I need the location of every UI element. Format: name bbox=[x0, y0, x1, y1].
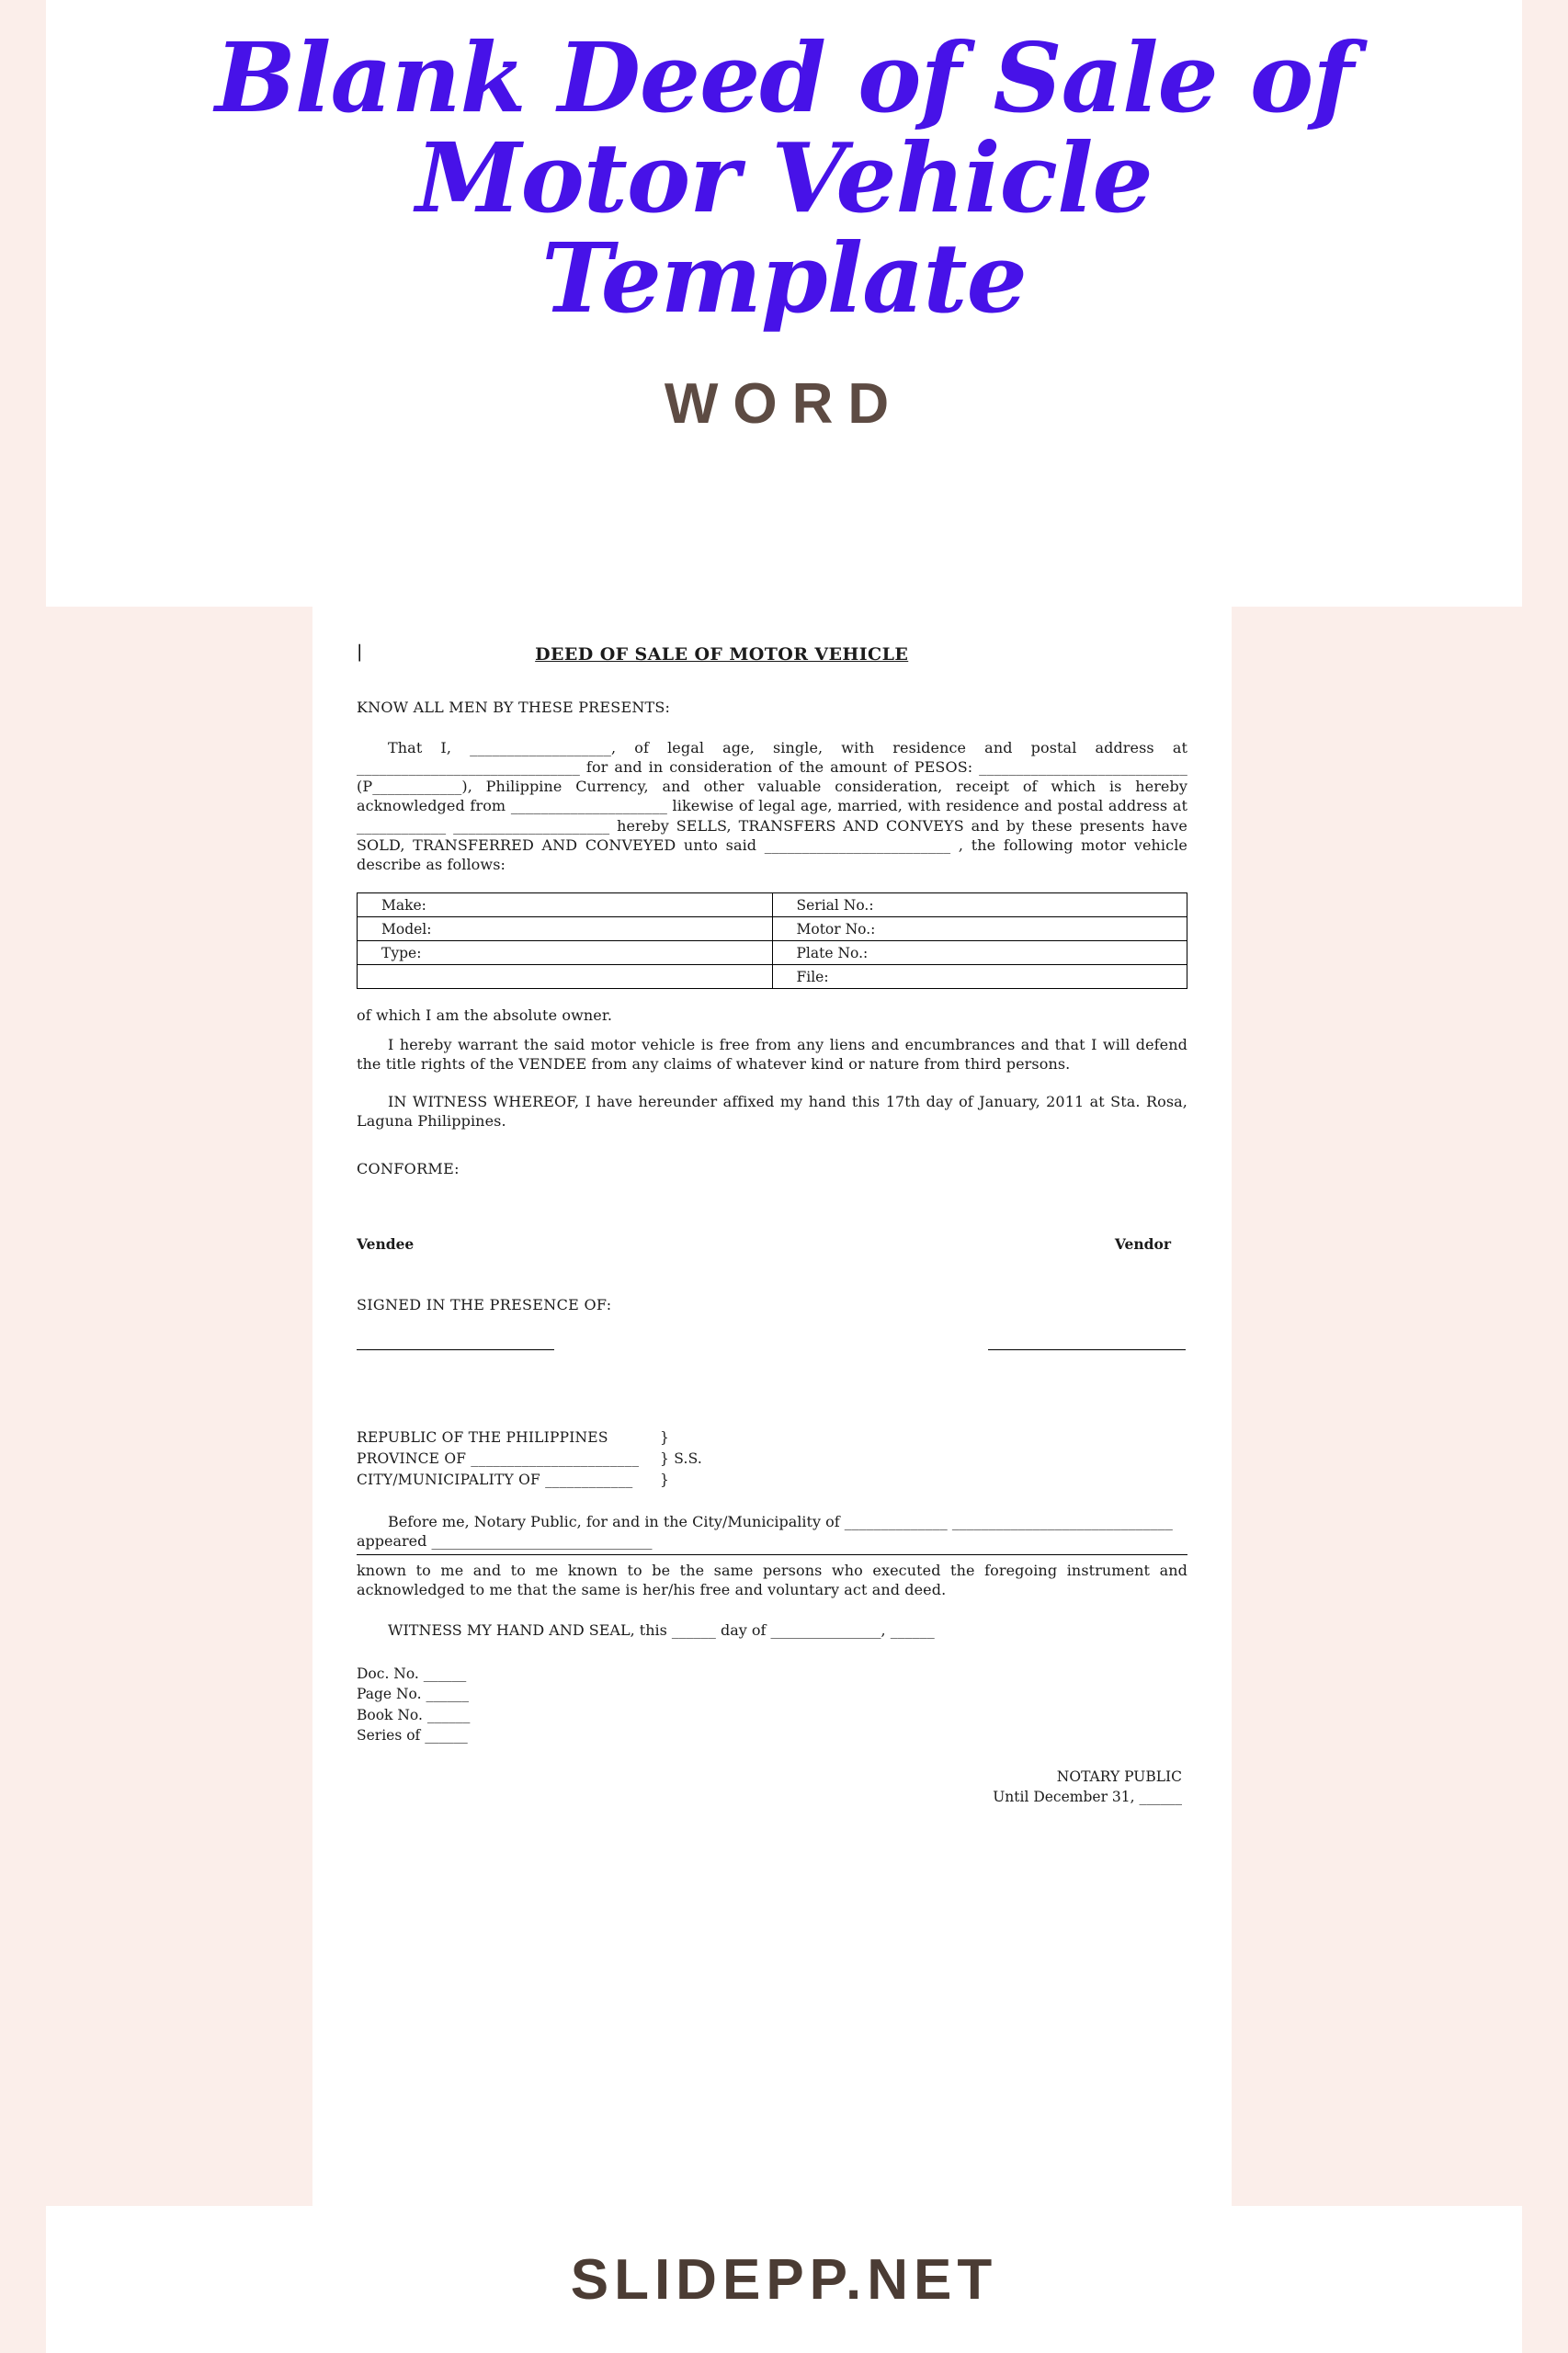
vendee-label: Vendee bbox=[357, 1234, 415, 1253]
vendor-label: Vendor bbox=[1114, 1234, 1171, 1253]
table-cell-model-label: Model: bbox=[358, 917, 773, 941]
brand-watermark: SLIDEPP.NET bbox=[570, 2247, 998, 2312]
table-cell-plate-label: Plate No.: bbox=[772, 941, 1187, 965]
consideration-paragraph: That I, ___________________, of legal age, single, with residence and postal address at ______________________________ for and in consideration of the amount of PESOS: ____________________________ (P____________), Philippine Currency, and other valuable consideration, receipt of which is hereby acknowledged from _____________________ likewise of legal age, married, with residence and postal address at ____________ _____________________ hereby SELLS, TRANSFERS AND CONVEYS and by these presents have SOLD, TRANSFERRED AND CONVEYED unto said _________________________ , the following motor vehicle describe as follows: bbox=[357, 738, 1187, 874]
warranty-paragraph: I hereby warrant the said motor vehicle is free from any liens and encumbrances and that I will defend the title rights of the VENDEE from any claims of whatever kind or nature from third persons. bbox=[357, 1035, 1187, 1073]
before-me-paragraph: Before me, Notary Public, for and in the City/Municipality of ______________ ______________________________ appeared ______________________________ bbox=[357, 1512, 1173, 1550]
document-numbers-block bbox=[357, 1664, 1187, 1746]
notary-block bbox=[357, 1767, 1187, 1808]
table-row bbox=[358, 965, 1187, 989]
document-preview bbox=[312, 607, 1232, 2206]
city-label: CITY/MUNICIPALITY OF ____________ bbox=[357, 1472, 633, 1489]
signed-in-presence-label: SIGNED IN THE PRESENCE OF: bbox=[357, 1295, 612, 1313]
table-cell-blank bbox=[358, 965, 773, 989]
page-title bbox=[46, 21, 1522, 437]
table-row bbox=[358, 941, 1187, 965]
in-witness-paragraph: IN WITNESS WHEREOF, I have hereunder affixed my hand this 17th day of January, 2011 at Sta. Rosa, Laguna Philippines. bbox=[357, 1093, 1187, 1131]
table-cell-type-label: Type: bbox=[358, 941, 773, 965]
table-cell-serial-label: Serial No.: bbox=[772, 893, 1187, 917]
acknowledgement-block bbox=[357, 1427, 1187, 1492]
document-title-row bbox=[357, 643, 1187, 666]
republic-label: REPUBLIC OF THE PHILIPPINES bbox=[357, 1428, 608, 1446]
subtitle-format: WORD bbox=[664, 371, 904, 436]
table-row bbox=[358, 917, 1187, 941]
republic-brace: } bbox=[660, 1428, 670, 1446]
parties-row bbox=[357, 1235, 1187, 1255]
conforme-label: CONFORME: bbox=[357, 1159, 460, 1177]
notary-until-label: Until December 31, ______ bbox=[993, 1789, 1182, 1806]
know-all-men-line: KNOW ALL MEN BY THESE PRESENTS: bbox=[357, 699, 671, 717]
title-line-1: Blank Deed of Sale of bbox=[215, 21, 1353, 134]
table-row bbox=[358, 893, 1187, 917]
table-cell-file-label: File: bbox=[772, 965, 1187, 989]
vehicle-details-table bbox=[357, 892, 1187, 989]
header-band bbox=[46, 0, 1522, 607]
signature-line-right bbox=[988, 1347, 1186, 1350]
document-heading: DEED OF SALE OF MOTOR VEHICLE bbox=[535, 644, 909, 665]
title-line-3: Template bbox=[541, 222, 1027, 335]
province-brace: } S.S. bbox=[660, 1450, 702, 1468]
witness-signature-lines bbox=[357, 1347, 1187, 1350]
notary-public-label: NOTARY PUBLIC bbox=[1056, 1768, 1182, 1785]
doc-no-line: Doc. No. ______ bbox=[357, 1665, 467, 1682]
province-label: PROVINCE OF _______________________ bbox=[357, 1450, 640, 1468]
table-cell-motor-label: Motor No.: bbox=[772, 917, 1187, 941]
signature-line-left bbox=[357, 1347, 554, 1350]
page-no-line: Page No. ______ bbox=[357, 1686, 469, 1703]
title-line-2: Motor Vehicle bbox=[415, 121, 1153, 235]
table-cell-make-label: Make: bbox=[358, 893, 773, 917]
text-cursor: | bbox=[357, 642, 363, 662]
absolute-owner-line: of which I am the absolute owner. bbox=[357, 1006, 613, 1025]
series-of-line: Series of ______ bbox=[357, 1727, 468, 1745]
acknowledgement-rule bbox=[357, 1554, 1187, 1555]
known-to-me-paragraph: known to me and to me known to be the same persons who executed the foregoing instrument and acknowledged to me that the same is her/his free and voluntary act and deed. bbox=[357, 1562, 1187, 1599]
city-brace: } bbox=[660, 1472, 670, 1489]
witness-hand-seal-line: WITNESS MY HAND AND SEAL, this ______ day of _______________, ______ bbox=[388, 1620, 935, 1639]
book-no-line: Book No. ______ bbox=[357, 1706, 471, 1723]
footer-band bbox=[46, 2206, 1522, 2353]
